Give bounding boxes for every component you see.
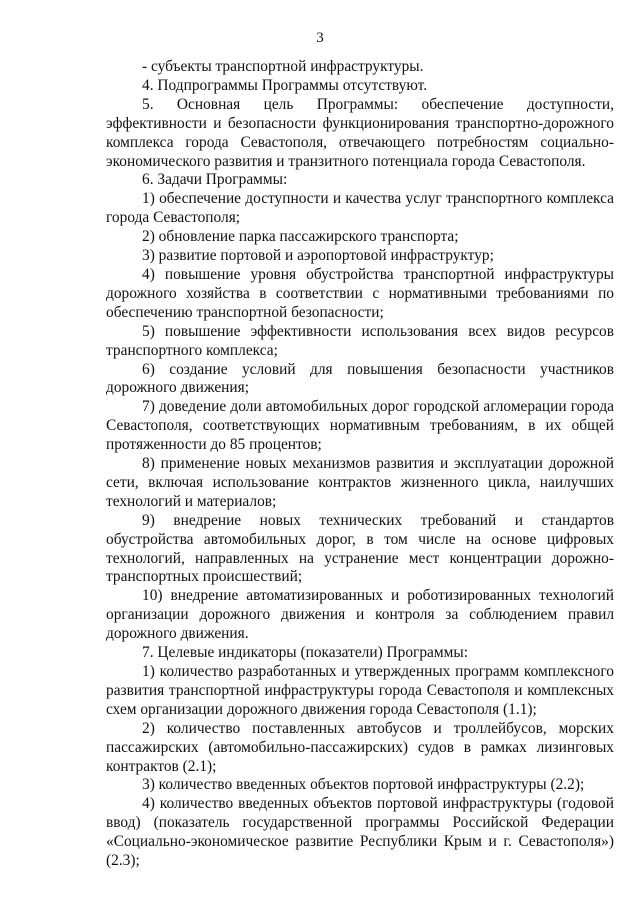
paragraph: 2) количество поставленных автобусов и троллейбусов, морских пассажирских (автомобильно-пассажирских) судов в рамках лизинговых контрактов (2.1);: [106, 719, 614, 775]
paragraph: - субъекты транспортной инфраструктуры.: [142, 58, 424, 75]
paragraph: 7) доведение доли автомобильных дорог городской агломерации города Севастополя, соответствующих нормативным требованиям, в их общей протяженности до 85 процентов;: [106, 398, 614, 454]
paragraph: 7. Целевые индикаторы (показатели) Программы:: [142, 644, 468, 662]
paragraph: 4. Подпрограммы Программы отсутствуют.: [142, 76, 428, 94]
paragraph: 9) внедрение новых технических требований и стандартов обустройства автомобильных дорог, в том числе на основе цифровых технологий, направленных на устранение мест концентрации дорожно-транспортных происшествий;: [106, 511, 614, 586]
paragraph: 6. Задачи Программы:: [142, 171, 288, 189]
paragraph: 1) обеспечение доступности и качества услуг транспортного комплекса города Севастополя;: [106, 190, 614, 227]
paragraph: 8) применение новых механизмов развития и эксплуатации дорожной сети, включая использование контрактов жизненного цикла, наилучших технологий и материалов;: [106, 455, 614, 510]
paragraph: 5) повышение эффективности использования всех видов ресурсов транспортного комплекса;: [106, 322, 614, 359]
paragraph: 6) создание условий для повышения безопасности участников дорожного движения;: [106, 360, 614, 397]
paragraph: 4) количество введенных объектов портовой инфраструктуры (годовой ввод) (показатель государственной программы Российской Федерации «Социально-экономическое развитие Республики Крым и г. Севастополя») (2.3);: [106, 795, 614, 870]
paragraph: 3) развитие портовой и аэропортовой инфраструктур;: [142, 247, 494, 265]
paragraph: 2) обновление парка пассажирского транспорта;: [142, 228, 459, 246]
paragraph: 3) количество введенных объектов портовой инфраструктуры (2.2);: [142, 776, 585, 794]
paragraph: 1) количество разработанных и утвержденных программ комплексного развития транспортной инфраструктуры города Севастополя и комплексных схем организации дорожного движения города Севастополя (1.1);: [106, 663, 614, 718]
paragraph: 4) повышение уровня обустройства транспортной инфраструктуры дорожного хозяйства в соответствии с нормативными требованиями по обеспечению транспортной безопасности;: [106, 265, 614, 321]
paragraph: 10) внедрение автоматизированных и роботизированных технологий организации дорожного движения и контроля за соблюдением правил дорожного движения.: [106, 587, 614, 643]
page-number: 3: [316, 30, 324, 46]
document-body: [106, 58, 614, 871]
paragraph: 5. Основная цель Программы: обеспечение доступности, эффективности и безопасности функционирования транспортно-дорожного комплекса города Севастополя, отвечающего потребностям социально-экономического развития и транзитного потенциала города Севастополя.: [106, 95, 614, 170]
